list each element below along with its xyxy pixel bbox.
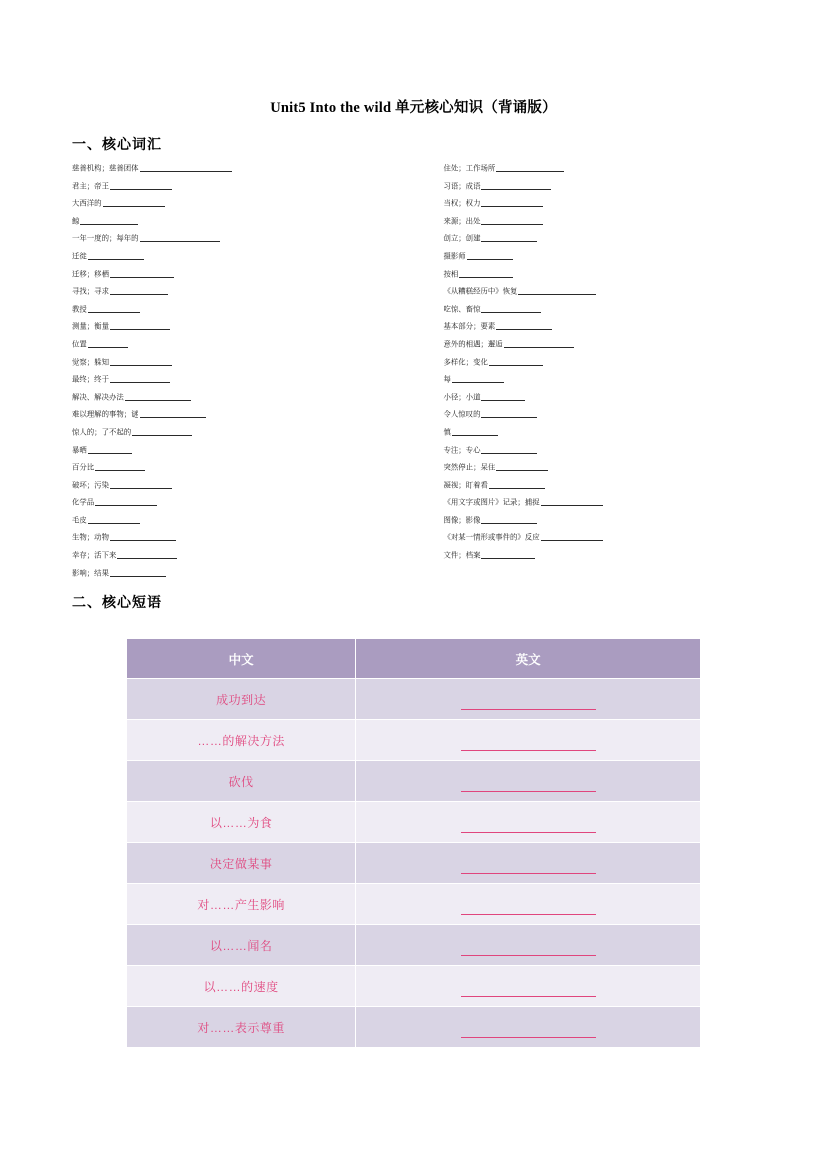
vocabulary-answer-blank[interactable]	[110, 287, 168, 295]
column-header-english: 英文	[356, 639, 701, 679]
vocabulary-entry	[444, 199, 768, 207]
phrase-english-cell[interactable]	[356, 843, 701, 884]
vocabulary-entry-label: 惊人的；了不起的	[72, 427, 132, 437]
vocabulary-entry-label: 摄影师	[443, 251, 466, 261]
vocabulary-entry	[444, 322, 768, 330]
phrase-chinese-cell: 砍伐	[127, 761, 356, 802]
vocabulary-entry-label: 令人惊叹的	[443, 409, 481, 419]
vocabulary-entry	[72, 164, 396, 172]
vocabulary-entry	[72, 287, 396, 295]
vocabulary-entry-label: 教授	[72, 304, 87, 314]
vocabulary-entry	[444, 182, 768, 190]
table-body	[127, 679, 701, 1048]
vocabulary-entry	[444, 533, 768, 541]
vocabulary-entry-label: 觉察；躲知	[72, 357, 109, 367]
vocabulary-entry	[444, 498, 768, 506]
vocabulary-answer-blank[interactable]	[95, 463, 145, 471]
vocabulary-answer-blank[interactable]	[518, 287, 596, 295]
page-title: Unit5 Into the wild 单元核心知识（背诵版）	[270, 100, 557, 116]
vocabulary-entry-label: 住处；工作场所	[443, 163, 496, 173]
vocabulary-entry	[72, 375, 396, 383]
vocabulary-entry-label: 《对某一情形或事件的》反应	[443, 533, 540, 543]
phrase-english-cell[interactable]	[356, 925, 701, 966]
vocabulary-entry-label: 凝视；盯着看	[443, 480, 488, 490]
vocabulary-answer-blank[interactable]	[541, 533, 603, 541]
phrase-answer-blank[interactable]	[461, 695, 596, 710]
vocabulary-answer-blank[interactable]	[467, 252, 513, 260]
table-row	[127, 679, 701, 720]
vocabulary-entry-label: 一年一度的；每年的	[72, 233, 139, 243]
vocabulary-entry	[444, 234, 768, 242]
vocabulary-answer-blank[interactable]	[481, 199, 543, 207]
vocabulary-entry-label: 吃惊、畜惊	[443, 304, 481, 314]
vocabulary-entry	[444, 481, 768, 489]
vocabulary-entry	[72, 551, 396, 559]
vocabulary-answer-blank[interactable]	[489, 481, 545, 489]
vocabulary-entry-label: 化学品	[72, 497, 95, 507]
vocabulary-answer-blank[interactable]	[481, 217, 543, 225]
table-row	[127, 966, 701, 1007]
table-row	[127, 1007, 701, 1048]
phrase-english-cell[interactable]	[356, 761, 701, 802]
vocabulary-answer-blank[interactable]	[481, 410, 537, 418]
phrase-chinese-cell: 以……的速度	[127, 966, 356, 1007]
vocabulary-column-right	[444, 164, 768, 586]
vocabulary-entry-label: 百分比	[72, 462, 95, 472]
vocabulary-entry	[444, 340, 768, 348]
phrase-english-cell[interactable]	[356, 679, 701, 720]
vocabulary-entry	[444, 164, 768, 172]
vocabulary-entry-label: 君主；帝王	[72, 181, 109, 191]
phrase-english-cell[interactable]	[356, 966, 701, 1007]
vocabulary-entry-label: 鲸	[72, 216, 80, 226]
vocabulary-entry-label: 每	[443, 374, 451, 384]
table-row	[127, 802, 701, 843]
vocabulary-entry-label: 按相	[443, 269, 459, 279]
vocabulary-answer-blank[interactable]	[452, 428, 498, 436]
phrase-answer-blank[interactable]	[461, 736, 596, 751]
phrase-chinese-cell: 对……表示尊重	[127, 1007, 356, 1048]
vocabulary-entry	[72, 199, 396, 207]
vocabulary-entry	[444, 305, 768, 313]
vocabulary-entry-label: 暴晒	[72, 445, 87, 455]
vocabulary-entry	[72, 234, 396, 242]
vocabulary-entry	[444, 410, 768, 418]
vocabulary-entry-label: 小径；小道	[443, 392, 481, 402]
vocabulary-entry-label: 突然停止；呆住	[443, 462, 496, 472]
vocabulary-answer-blank[interactable]	[88, 446, 132, 454]
vocabulary-entry	[72, 322, 396, 330]
vocabulary-answer-blank[interactable]	[481, 305, 541, 313]
vocabulary-entry	[72, 217, 396, 225]
vocabulary-entry	[444, 358, 768, 366]
vocabulary-entry-label: 位置	[72, 339, 87, 349]
vocabulary-answer-blank[interactable]	[110, 358, 172, 366]
phrase-chinese-cell: 对……产生影响	[127, 884, 356, 925]
vocabulary-entry	[444, 428, 768, 436]
vocabulary-entry-label: 创立；创建	[443, 233, 481, 243]
phrase-english-cell[interactable]	[356, 1007, 701, 1048]
core-phrases-table	[126, 638, 701, 1048]
vocabulary-entry-label: 《从糟糕经历中》恢复	[443, 286, 518, 296]
section-heading-vocabulary: 一、核心词汇	[72, 136, 162, 152]
vocabulary-answer-blank[interactable]	[125, 393, 191, 401]
vocabulary-answer-blank[interactable]	[481, 516, 537, 524]
vocabulary-entry	[72, 498, 396, 506]
vocabulary-entry-label: 慎	[443, 427, 451, 437]
phrase-english-cell[interactable]	[356, 802, 701, 843]
vocabulary-answer-blank[interactable]	[496, 322, 552, 330]
phrase-chinese-cell: 以……为食	[127, 802, 356, 843]
vocabulary-entry-label: 迁移；移栖	[72, 269, 109, 279]
vocabulary-answer-blank[interactable]	[117, 551, 177, 559]
vocabulary-answer-blank[interactable]	[140, 234, 220, 242]
vocabulary-entry-label: 多样化；变化	[443, 357, 488, 367]
column-header-chinese: 中文	[127, 639, 356, 679]
phrase-chinese-cell: 决定做某事	[127, 843, 356, 884]
vocabulary-answer-blank[interactable]	[110, 375, 170, 383]
vocabulary-entry-label: 最终；终于	[72, 374, 109, 384]
vocabulary-entry-label: 幸存；活下来	[72, 550, 117, 560]
vocabulary-entry-label: 习语；成语	[443, 181, 481, 191]
vocabulary-entry-label: 生物；动物	[72, 533, 109, 543]
table-row	[127, 720, 701, 761]
vocabulary-answer-blank[interactable]	[88, 305, 140, 313]
vocabulary-columns	[0, 164, 827, 586]
vocabulary-entry	[72, 481, 396, 489]
vocabulary-entry-label: 大西洋的	[72, 198, 102, 208]
phrase-answer-blank[interactable]	[461, 900, 596, 915]
vocabulary-entry	[72, 516, 396, 524]
vocabulary-answer-blank[interactable]	[481, 182, 551, 190]
phrase-answer-blank[interactable]	[461, 941, 596, 956]
vocabulary-answer-blank[interactable]	[496, 164, 564, 172]
vocabulary-entry-label: 难以理解的事物；谜	[72, 409, 139, 419]
vocabulary-answer-blank[interactable]	[541, 498, 603, 506]
vocabulary-answer-blank[interactable]	[459, 270, 513, 278]
vocabulary-entry-label: 破坏；污染	[72, 480, 109, 490]
vocabulary-entry	[72, 410, 396, 418]
table-row	[127, 925, 701, 966]
vocabulary-answer-blank[interactable]	[80, 217, 138, 225]
vocabulary-entry-label: 意外的相遇；邂逅	[443, 339, 503, 349]
vocabulary-answer-blank[interactable]	[88, 516, 140, 524]
vocabulary-entry	[444, 463, 768, 471]
vocabulary-entry-label: 图像；影像	[443, 515, 481, 525]
phrase-chinese-cell: 以……闻名	[127, 925, 356, 966]
vocabulary-answer-blank[interactable]	[88, 252, 144, 260]
vocabulary-entry-label: 毛皮	[72, 515, 87, 525]
vocabulary-answer-blank[interactable]	[95, 498, 157, 506]
vocabulary-entry	[72, 463, 396, 471]
vocabulary-entry-label: 专注；专心	[443, 445, 481, 455]
vocabulary-entry-label: 解决、解决办法	[72, 392, 124, 402]
vocabulary-entry	[444, 270, 768, 278]
vocabulary-answer-blank[interactable]	[110, 182, 172, 190]
phrase-answer-blank[interactable]	[461, 1023, 596, 1038]
vocabulary-entry-label: 文件；档案	[443, 550, 481, 560]
vocabulary-entry	[72, 358, 396, 366]
vocabulary-column-left	[72, 164, 396, 586]
vocabulary-answer-blank[interactable]	[481, 393, 525, 401]
vocabulary-answer-blank[interactable]	[110, 270, 174, 278]
vocabulary-answer-blank[interactable]	[504, 340, 574, 348]
vocabulary-entry	[72, 533, 396, 541]
vocabulary-answer-blank[interactable]	[496, 463, 548, 471]
section-heading-phrases: 二、核心短语	[72, 594, 162, 611]
phrase-answer-blank[interactable]	[461, 859, 596, 874]
vocabulary-answer-blank[interactable]	[489, 358, 543, 366]
phrase-english-cell[interactable]	[356, 720, 701, 761]
vocabulary-entry-label: 慈善机构；慈善团体	[72, 163, 139, 173]
vocabulary-entry	[72, 446, 396, 454]
vocabulary-entry-label: 寻找；寻求	[72, 286, 109, 296]
vocabulary-entry-label: 影响；结果	[72, 568, 109, 578]
vocabulary-entry-label: 迁徙	[72, 251, 87, 261]
vocabulary-answer-blank[interactable]	[481, 234, 537, 242]
table-header-row	[127, 639, 701, 679]
table-row	[127, 884, 701, 925]
vocabulary-answer-blank[interactable]	[110, 322, 170, 330]
vocabulary-entry	[444, 516, 768, 524]
vocabulary-entry	[444, 551, 768, 559]
vocabulary-entry	[444, 393, 768, 401]
vocabulary-entry	[72, 305, 396, 313]
phrase-chinese-cell: ……的解决方法	[127, 720, 356, 761]
vocabulary-entry-label: 《用文字或图片》记录；捕捉	[443, 497, 540, 507]
vocabulary-answer-blank[interactable]	[481, 551, 535, 559]
vocabulary-entry-label: 来源；出处	[443, 216, 481, 226]
vocabulary-answer-blank[interactable]	[110, 533, 176, 541]
vocabulary-entry	[444, 446, 768, 454]
vocabulary-entry	[444, 217, 768, 225]
vocabulary-entry-label: 测量；衡量	[72, 321, 109, 331]
table-row	[127, 843, 701, 884]
vocabulary-entry-label: 基本部分；要素	[443, 321, 496, 331]
vocabulary-answer-blank[interactable]	[481, 446, 537, 454]
vocabulary-entry	[444, 252, 768, 260]
vocabulary-entry	[444, 287, 768, 295]
vocabulary-answer-blank[interactable]	[140, 410, 206, 418]
vocabulary-entry	[444, 375, 768, 383]
vocabulary-answer-blank[interactable]	[103, 199, 165, 207]
vocabulary-entry	[72, 270, 396, 278]
phrase-answer-blank[interactable]	[461, 982, 596, 997]
vocabulary-entry	[72, 340, 396, 348]
vocabulary-answer-blank[interactable]	[140, 164, 232, 172]
phrase-english-cell[interactable]	[356, 884, 701, 925]
vocabulary-entry	[72, 428, 396, 436]
table-row	[127, 761, 701, 802]
vocabulary-entry	[72, 569, 396, 577]
vocabulary-entry	[72, 182, 396, 190]
phrase-answer-blank[interactable]	[461, 818, 596, 833]
phrase-chinese-cell: 成功到达	[127, 679, 356, 720]
phrase-answer-blank[interactable]	[461, 777, 596, 792]
vocabulary-entry	[72, 393, 396, 401]
vocabulary-entry-label: 当权；权力	[443, 198, 481, 208]
vocabulary-answer-blank[interactable]	[110, 569, 166, 577]
vocabulary-entry	[72, 252, 396, 260]
vocabulary-answer-blank[interactable]	[88, 340, 128, 348]
vocabulary-answer-blank[interactable]	[132, 428, 192, 436]
vocabulary-answer-blank[interactable]	[110, 481, 172, 489]
vocabulary-answer-blank[interactable]	[452, 375, 504, 383]
